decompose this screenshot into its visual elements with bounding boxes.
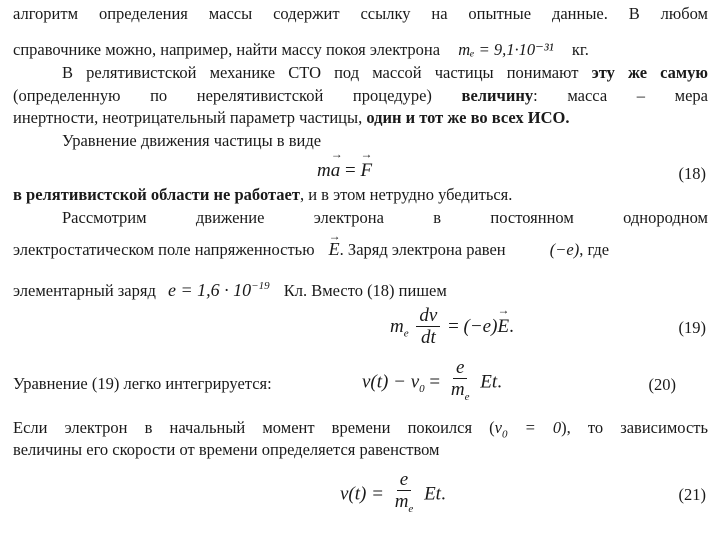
eq21-denominator [392, 491, 417, 520]
text-line-8 [62, 208, 708, 228]
text-line-2-content: справочнике можно, например, найти массу покоя электрона [13, 40, 441, 59]
eq19-field: → E [497, 316, 509, 338]
equation-20-number: (20) [648, 375, 676, 394]
text-line-3-content: В релятивистской механике СТО под массой частицы понимают [62, 63, 579, 82]
text-line-9-content: электростатическом поле напряженностью [13, 240, 315, 259]
text-line-7 [13, 185, 708, 205]
eq21-rhs: Et [424, 483, 441, 505]
text-line-11 [13, 374, 708, 394]
eq20-equals: = [429, 371, 441, 393]
text-line-6 [62, 131, 708, 151]
text-line-13-content: величины его скорости от времени определяется равенством [13, 440, 440, 459]
eq21-denominator-subscript: e [408, 502, 414, 515]
text-line-2 [13, 40, 708, 60]
eq20-lhs: v(t) − v [362, 371, 420, 393]
text-line-10-tail: Кл. Вместо (18) пишем [283, 281, 447, 300]
text-line-10-content: элементарный заряд [13, 281, 156, 300]
eq20-denominator [448, 379, 473, 408]
text-line-12-tail: ), то зависимость [561, 418, 708, 437]
equation-18 [317, 160, 372, 182]
eq19-derivative [416, 306, 440, 349]
elementary-charge-value: e = 1,6 · 10 [168, 280, 252, 300]
eq21-fraction [392, 470, 417, 520]
text-line-5 [13, 108, 708, 128]
elementary-charge-formula [168, 280, 270, 300]
text-line-9 [13, 239, 708, 260]
eq18-equals: = [344, 160, 356, 181]
electron-mass-unit: кг. [571, 40, 589, 59]
field-strength-vector: → E [329, 239, 340, 259]
equation-19: $m_e$ $\frac{dv}{dt}$ = (−e)→ E. [390, 306, 514, 349]
eq18-mass: m [317, 160, 331, 181]
eq21-lhs: v(t) = [340, 483, 384, 505]
text-line-3 [62, 63, 708, 83]
eq21-denominator-mass: m [394, 491, 409, 512]
text-line-6-content: Уравнение движения частицы в виде [62, 131, 322, 150]
eq19-mass-subscript: e [403, 327, 409, 340]
text-line-4-bold: величину [461, 86, 534, 105]
equation-19-number: (19) [678, 318, 706, 337]
equation-20: $v(t) - v_0$ = $\frac{e}{m_e}$ Et. [362, 358, 502, 408]
text-line-4 [13, 86, 708, 106]
eq20-denominator-subscript: e [464, 390, 470, 403]
text-line-10 [13, 276, 708, 301]
eq20-rhs: Et [480, 371, 498, 393]
eq20-fraction [448, 358, 473, 408]
text-line-1 [13, 4, 708, 24]
eq19-charge: (−e) [463, 315, 498, 337]
text-line-12-content: Если электрон в начальный момент времени покоился ( [13, 418, 495, 437]
text-line-1-content: алгоритм определения массы содержит ссылку на опытные данные. В любом [13, 4, 708, 23]
text-line-9-tail: , где [579, 240, 610, 259]
text-line-7-tail: , и в этом нетрудно убедиться. [299, 185, 513, 204]
eq18-force: → F [360, 160, 372, 182]
text-line-7-bold: в релятивистской области не работает [13, 185, 300, 204]
eq20-initial-subscript: 0 [419, 383, 425, 396]
text-line-5-bold: один и тот же во всех ИСО. [366, 108, 570, 127]
text-line-3-bold: эту же самую [591, 63, 708, 82]
eq18-acceleration: → a [331, 160, 341, 182]
initial-velocity-formula [494, 418, 562, 441]
text-line-9-middle: . Заряд электрона равен [339, 240, 506, 259]
initial-velocity-value: = 0 [507, 418, 562, 437]
electron-charge: (−e) [549, 240, 580, 259]
text-line-5-content: инертности, неотрицательный параметр частицы, [13, 108, 363, 127]
eq19-numerator: dv [416, 306, 440, 327]
equation-18-number: (18) [678, 164, 706, 183]
initial-velocity-symbol: v [494, 418, 502, 437]
initial-velocity-subscript: 0 [502, 428, 508, 441]
eq21-numerator: e [397, 470, 411, 491]
eq20-denominator-mass: m [450, 379, 465, 400]
electron-mass-formula: mₑ = 9,1·10⁻³¹ [458, 40, 554, 59]
text-line-13 [13, 440, 708, 460]
equation-21: v(t) = $\frac{e}{m_e}$ Et. [340, 470, 446, 520]
text-line-4-content: (определенную по нерелятивистской процедуре) [13, 86, 432, 105]
eq19-mass: m [390, 315, 404, 337]
text-line-11-content: Уравнение (19) легко интегрируется: [13, 374, 272, 393]
text-line-4-tail: : масса – мера [533, 86, 708, 105]
eq20-numerator: e [453, 358, 467, 379]
equation-21-number: (21) [678, 485, 706, 504]
eq19-denominator: dt [420, 327, 436, 348]
text-line-8-content: Рассмотрим движение электрона в постоянном однородном [62, 208, 708, 227]
elementary-charge-exponent: −19 [251, 280, 270, 292]
